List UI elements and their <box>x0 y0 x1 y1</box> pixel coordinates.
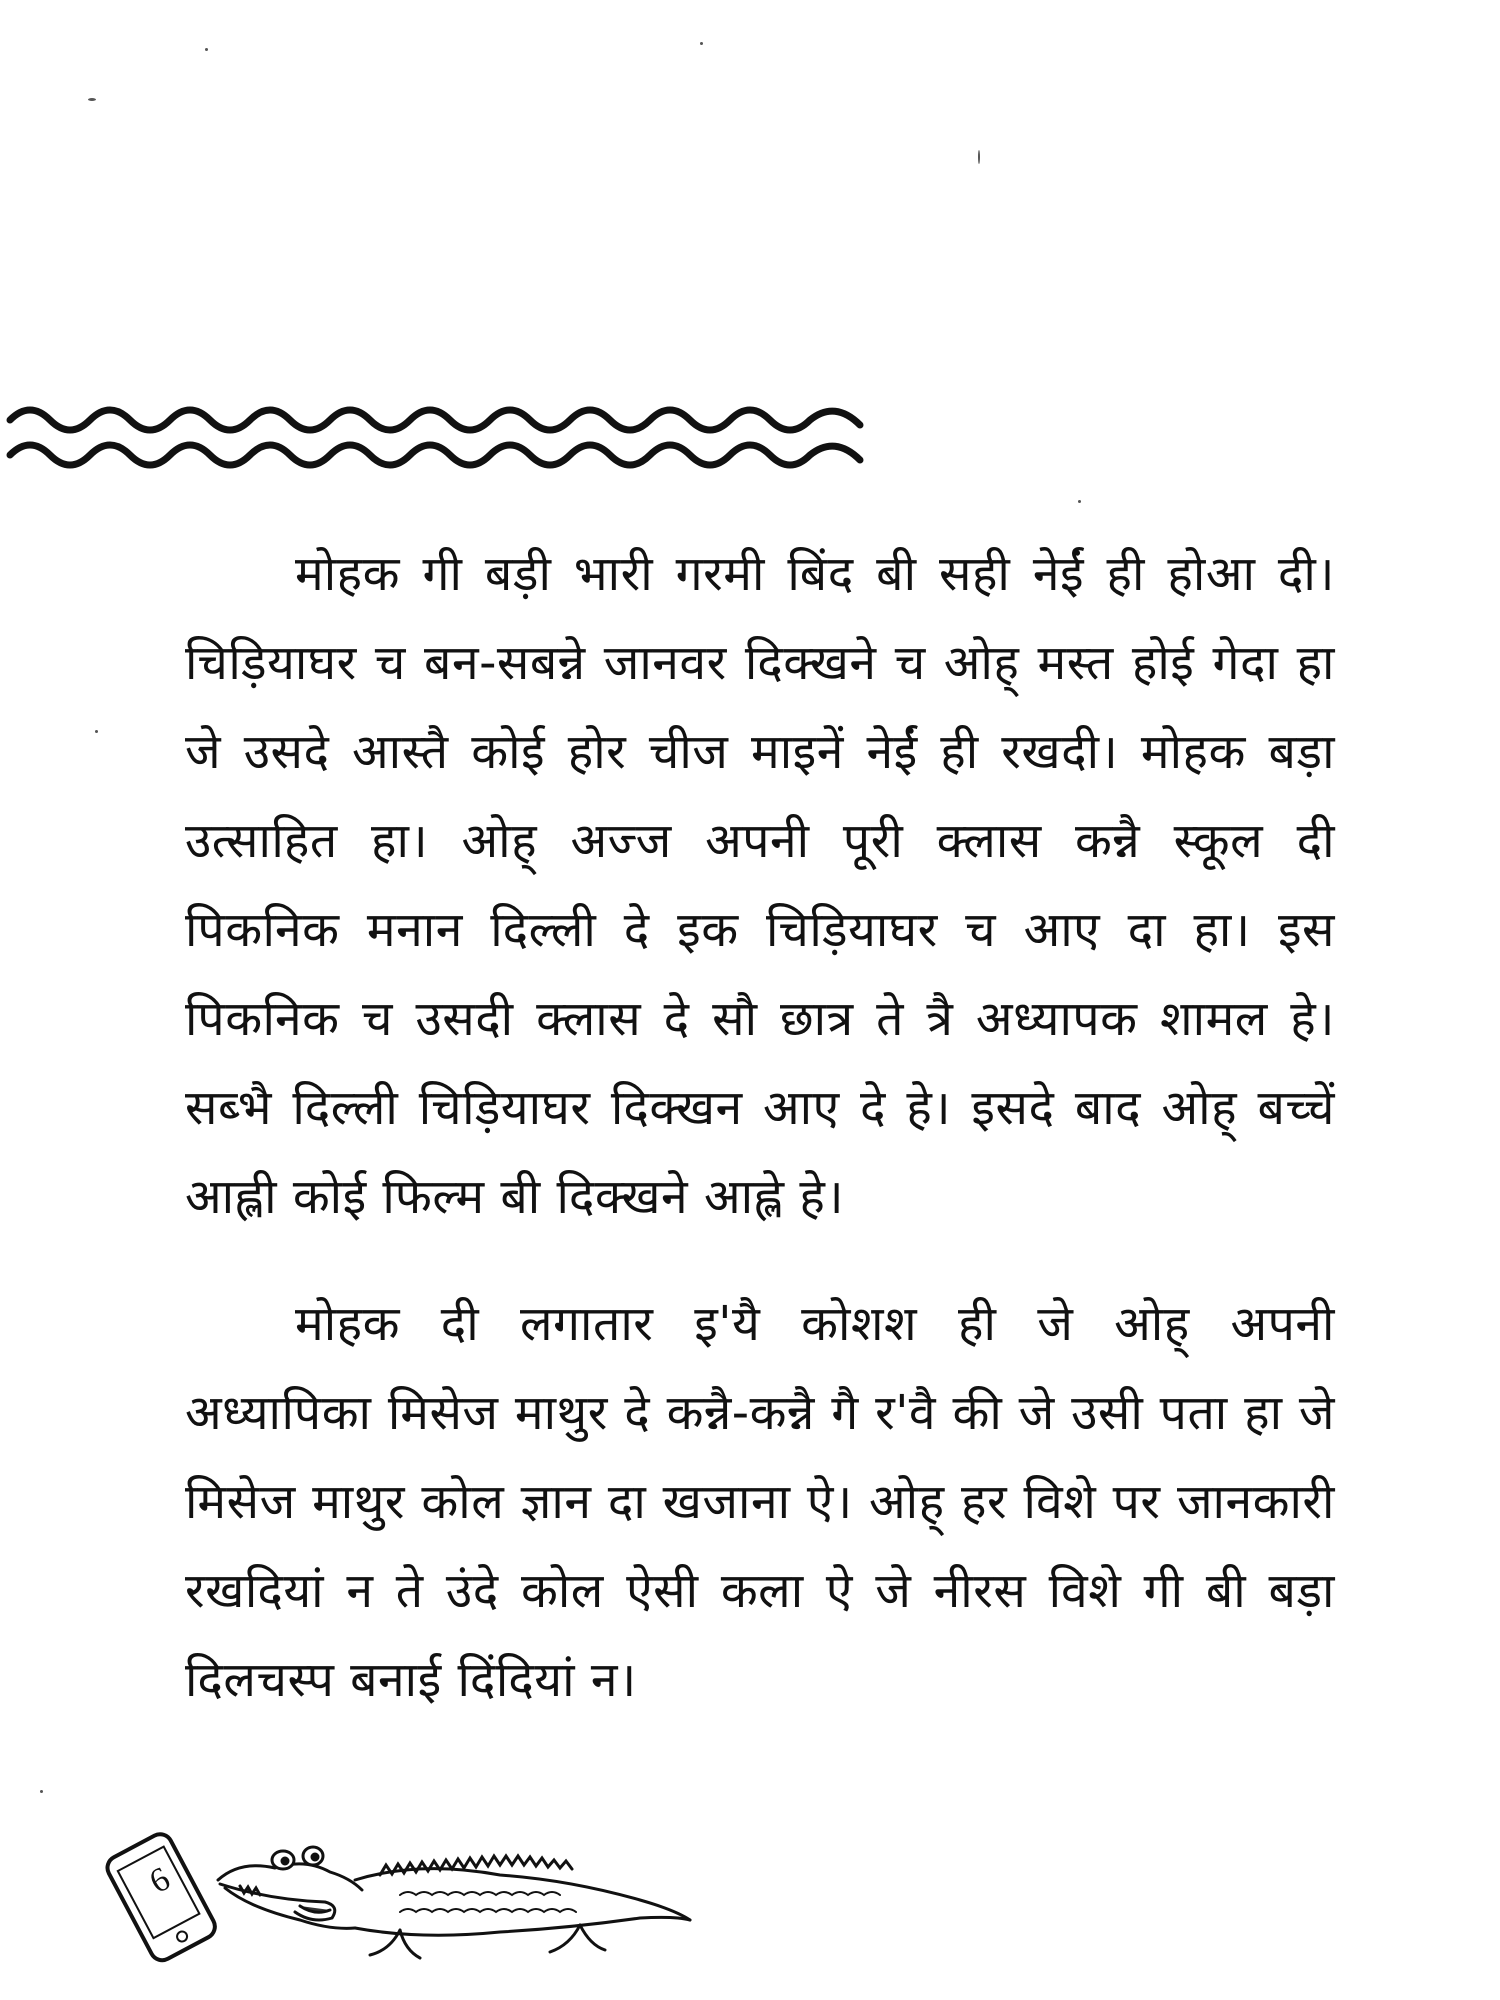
scan-speck <box>95 730 98 733</box>
crocodile-illustration <box>218 1847 690 1958</box>
story-text <box>185 530 1335 1763</box>
paragraph-1: मोहक गी बड़ी भारी गरमी बिंद बी सही नेईं ही होआ दी। चिड़ियाघर च बन-सबन्ने जानवर दिक्खने च ओह् मस्त होई गेदा हा जे उसदे आस्तै कोई होर चीज माइनें नेईं ही रखदी। मोहक बड़ा उत्साहित हा। ओह् अज्ज अपनी पूरी क्लास कन्नै स्कूल दी पिकनिक मनान दिल्ली दे इक चिड़ियाघर च आए दा हा। इस पिकनिक च उसदी क्लास दे सौ छात्र ते त्रै अध्यापक शामल हे। सब्भै दिल्ली चिड़ियाघर दिक्खन आए दे हे। इसदे बाद ओह् बच्चें आह्ली कोई फिल्म बी दिक्खने आह्ले हे। <box>185 546 1335 1225</box>
scan-speck <box>978 150 980 164</box>
scan-speck <box>205 48 208 51</box>
scan-speck <box>700 42 703 45</box>
footer-illustration <box>100 1820 700 1970</box>
page-number: 6 <box>143 1860 176 1901</box>
paragraph-2: मोहक दी लगातार इ'यै कोशश ही जे ओह् अपनी अध्यापिका मिसेज माथुर दे कन्नै-कन्नै गै र'वै की जे उसी पता हा जे मिसेज माथुर कोल ज्ञान दा खजाना ऐ। ओह् हर विशे पर जानकारी रखदियां न ते उंदे कोल ऐसी कला ऐ जे नीरस विशे गी बी बड़ा दिलचस्प बनाई दिंदियां न। <box>185 1296 1335 1708</box>
scan-speck <box>88 98 96 101</box>
scan-speck <box>1078 500 1081 503</box>
scan-speck <box>40 1790 43 1793</box>
wavy-border-decoration <box>0 385 870 485</box>
